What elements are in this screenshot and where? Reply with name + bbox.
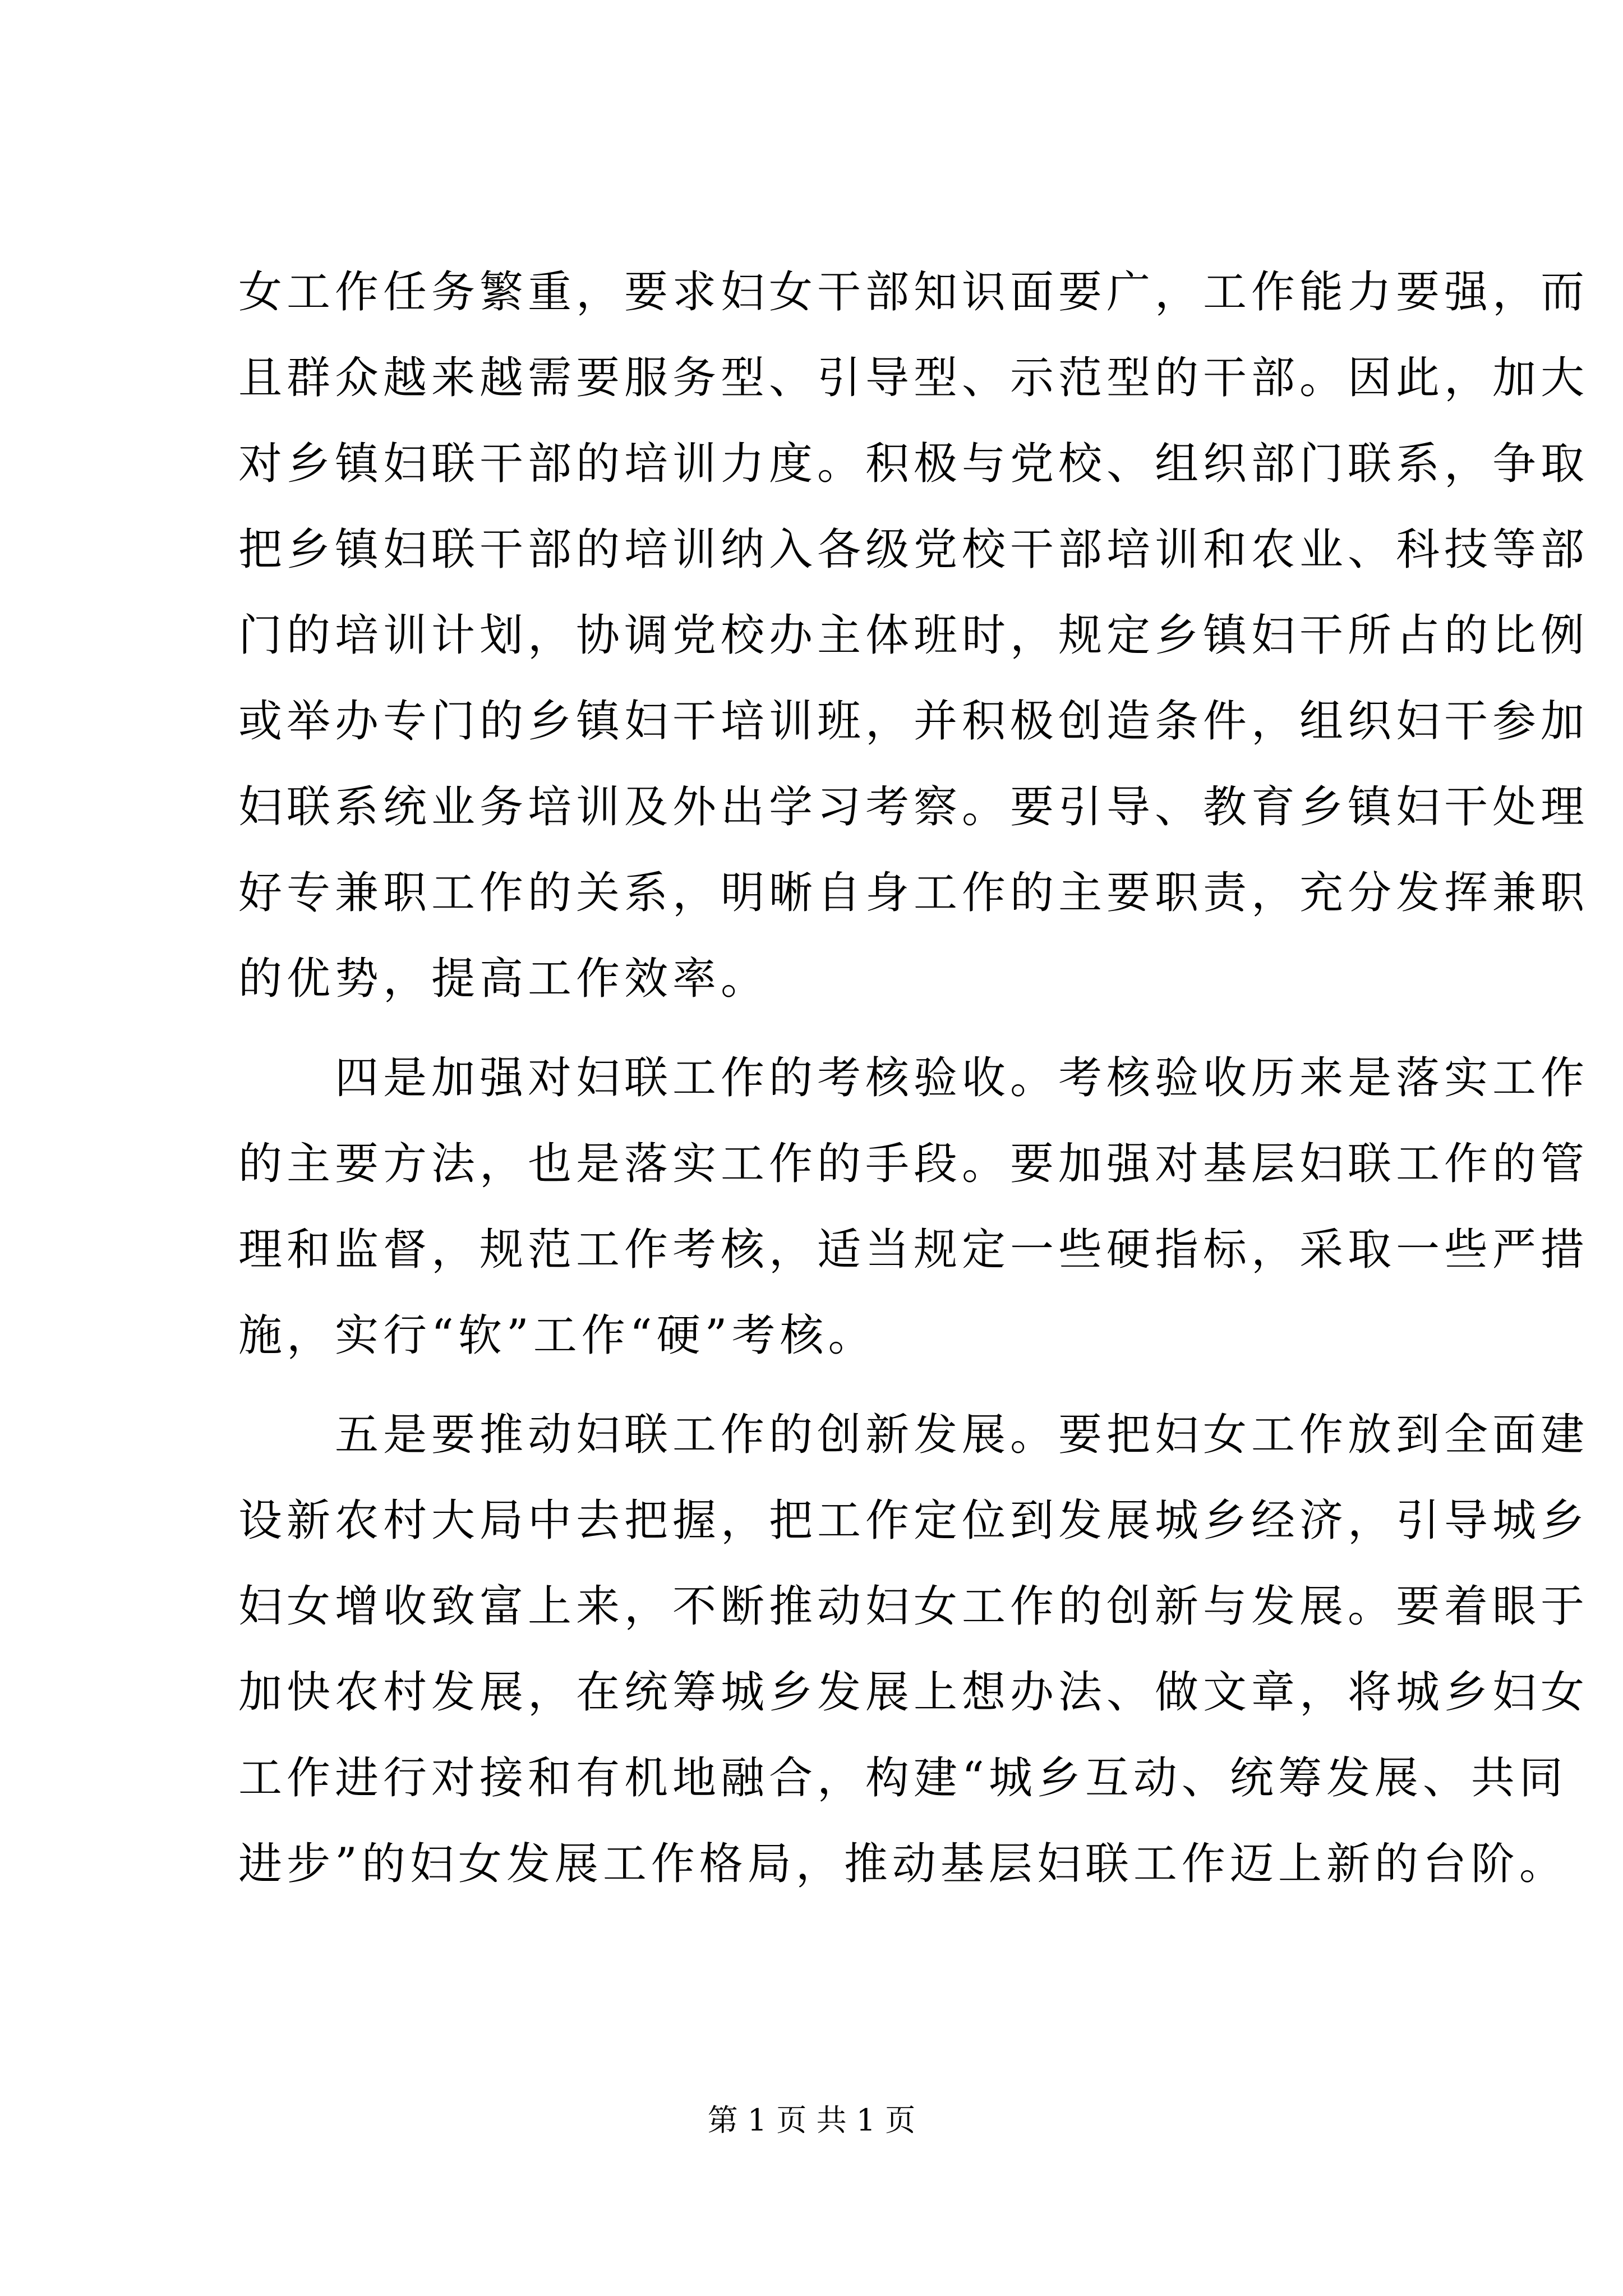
paragraph — [238, 250, 1589, 1022]
page-number-footer: 第 1 页 共 1 页 — [707, 2102, 916, 2138]
text-line: 妇联系统业务培训及外出学习考察。要引导、教育乡镇妇干处理 — [238, 782, 1589, 832]
text-line: 或举办专门的乡镇妇干培训班，并积极创造条件，组织妇干参加 — [238, 696, 1589, 747]
text-line: 女工作任务繁重，要求妇女干部知识面要广，工作能力要强，而 — [238, 267, 1589, 318]
text-line: 门的培训计划，协调党校办主体班时，规定乡镇妇干所占的比例 — [238, 610, 1589, 661]
text-line: 工作进行对接和有机地融合，构建“城乡互动、统筹发展、共同 — [238, 1753, 1567, 1803]
text-line: 进步”的妇女发展工作格局，推动基层妇联工作迈上新的台阶。 — [238, 1839, 1567, 1889]
text-line: 妇女增收致富上来，不断推动妇女工作的创新与发展。要着眼于 — [238, 1581, 1589, 1632]
text-line: 设新农村大局中去把握，把工作定位到发展城乡经济，引导城乡 — [238, 1496, 1589, 1546]
text-line: 的主要方法，也是落实工作的手段。要加强对基层妇联工作的管 — [238, 1139, 1589, 1189]
paragraph-spacing — [238, 1379, 1416, 1392]
text-line: 把乡镇妇联干部的培训纳入各级党校干部培训和农业、科技等部 — [238, 524, 1589, 575]
text-line-indented: 四是加强对妇联工作的考核验收。考核验收历来是落实工作 — [335, 1053, 1589, 1103]
text-line: 且群众越来越需要服务型、引导型、示范型的干部。因此，加大 — [238, 353, 1589, 403]
paragraph-spacing — [238, 1022, 1416, 1036]
document-body — [238, 250, 1589, 1907]
paragraph — [238, 1392, 1589, 1907]
text-line: 对乡镇妇联干部的培训力度。积极与党校、组织部门联系，争取 — [238, 439, 1589, 489]
text-line-indented: 五是要推动妇联工作的创新发展。要把妇女工作放到全面建 — [335, 1410, 1589, 1460]
paragraph — [238, 1036, 1589, 1379]
text-line: 的优势，提高工作效率。 — [238, 954, 769, 1004]
text-line: 理和监督，规范工作考核，适当规定一些硬指标，采取一些严措 — [238, 1225, 1589, 1275]
text-line: 施，实行“软”工作“硬”考核。 — [238, 1310, 877, 1361]
text-line: 好专兼职工作的关系，明晰自身工作的主要职责，充分发挥兼职 — [238, 868, 1589, 918]
text-line: 加快农村发展，在统筹城乡发展上想办法、做文章，将城乡妇女 — [238, 1667, 1589, 1718]
